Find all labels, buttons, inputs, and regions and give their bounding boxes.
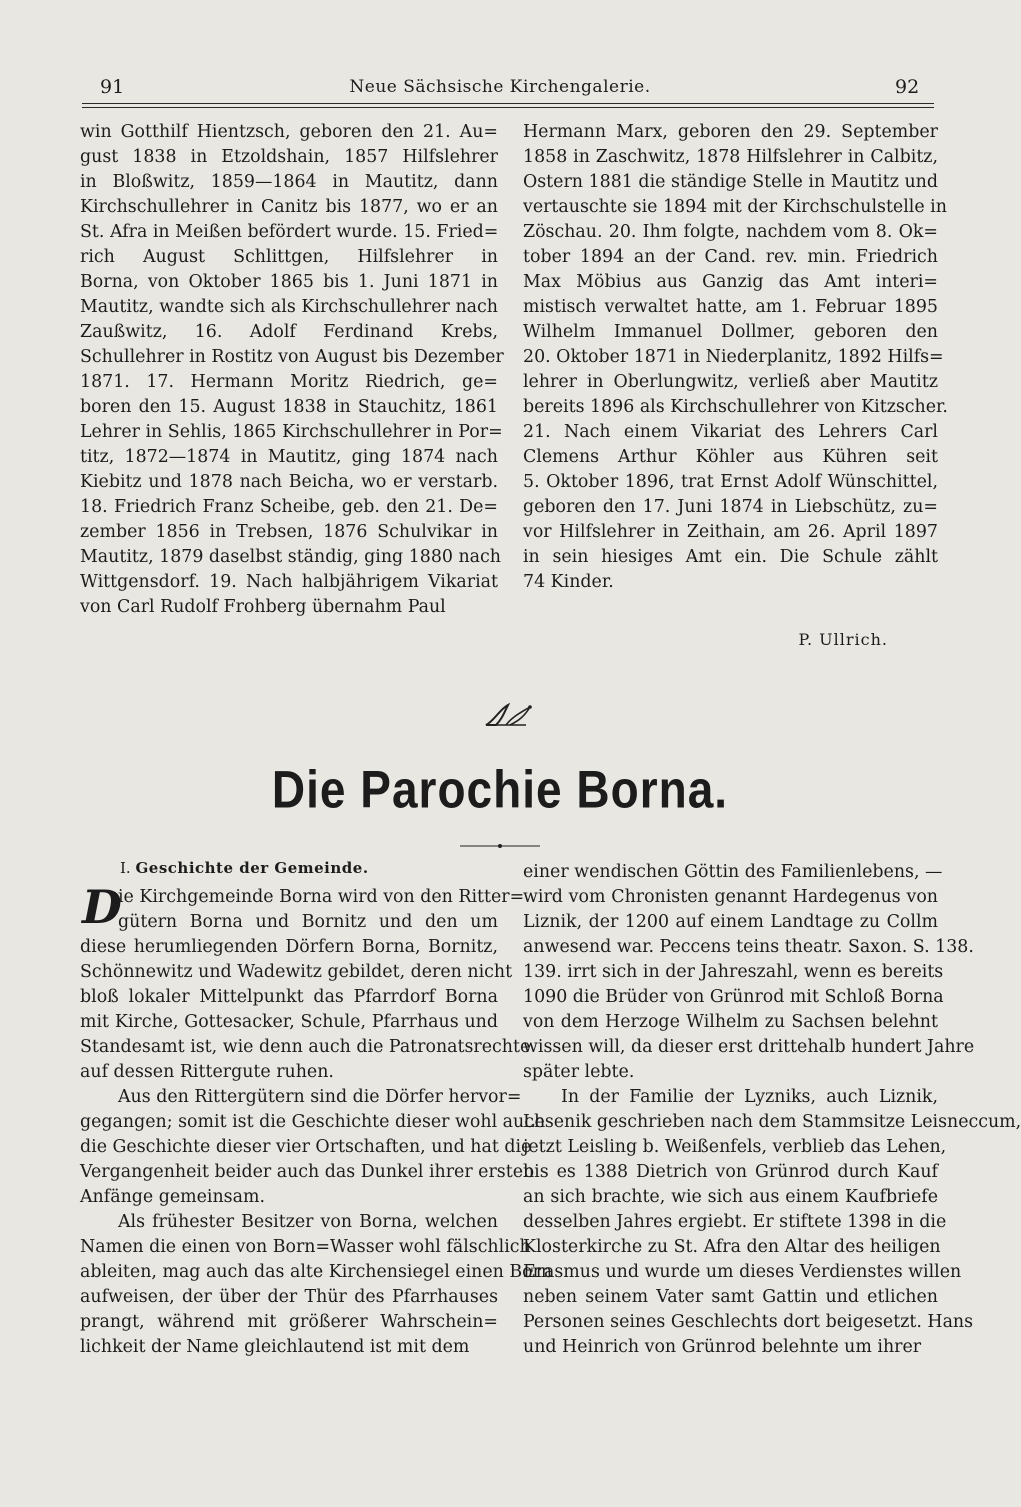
section-title: Geschichte der Gemeinde. — [135, 859, 369, 877]
text-line: mistisch verwaltet hatte, am 1. Februar 1895 — [523, 297, 938, 317]
text-line: Max Möbius aus Ganzig das Amt interi= — [523, 272, 938, 292]
text-line: Zöschau. 20. Ihm folgte, nachdem vom 8. Ok= — [523, 222, 938, 242]
text-line: gegangen; somit ist die Geschichte dieser wohl auch — [80, 1112, 546, 1132]
text-line: In der Familie der Lyzniks, auch Liznik, — [561, 1087, 938, 1107]
decorative-ornament — [480, 695, 536, 735]
column-right-top — [523, 120, 948, 595]
text-line: titz, 1872—1874 in Mautitz, ging 1874 nach — [80, 447, 498, 467]
text-line: an sich brachte, wie sich aus einem Kaufbriefe — [523, 1187, 938, 1207]
text-line: Hermann Marx, geboren den 29. September — [523, 122, 938, 142]
text-line: aufweisen, der über der Thür des Pfarrhauses — [80, 1287, 498, 1307]
drop-capital: D — [82, 880, 122, 934]
text-line: 5. Oktober 1896, trat Ernst Adolf Wünschittel, — [523, 472, 938, 492]
text-line: ie Kirchgemeinde Borna wird von den Ritter= — [118, 887, 525, 907]
text-line: rich August Schlittgen, Hilfslehrer in — [80, 247, 498, 267]
text-line: Vergangenheit beider auch das Dunkel ihrer ersten — [80, 1162, 535, 1182]
text-line: Wittgensdorf. 19. Nach halbjährigem Vikariat — [80, 572, 498, 592]
text-line: Als frühester Besitzer von Borna, welchen — [118, 1212, 498, 1232]
text-line: 74 Kinder. — [523, 572, 614, 592]
text-line: Erasmus und wurde um dieses Verdienstes willen — [523, 1262, 962, 1282]
text-line: lehrer in Oberlungwitz, verließ aber Mautitz — [523, 372, 938, 392]
text-line: und Heinrich von Grünrod belehnte um ihrer — [523, 1337, 922, 1357]
text-line: von dem Herzoge Wilhelm zu Sachsen belehnt — [523, 1012, 938, 1032]
text-line: bis es 1388 Dietrich von Grünrod durch Kauf — [523, 1162, 938, 1182]
text-line: die Geschichte dieser vier Ortschaften, und hat die — [80, 1137, 532, 1157]
text-line: desselben Jahres ergiebt. Er stiftete 1398 in die — [523, 1212, 947, 1232]
text-line: bloß lokaler Mittelpunkt das Pfarrdorf Borna — [80, 987, 498, 1007]
column-left-top — [80, 120, 504, 620]
text-line: tober 1894 an der Cand. rev. min. Friedrich — [523, 247, 938, 267]
text-line: 139. irrt sich in der Jahreszahl, wenn es bereits — [523, 962, 944, 982]
text-line: Klosterkirche zu St. Afra den Altar des heiligen — [523, 1237, 941, 1257]
text-line: Ostern 1881 die ständige Stelle in Mautitz und — [523, 172, 938, 192]
text-line: Lesenik geschrieben nach dem Stammsitze Leisneccum, — [523, 1112, 1021, 1132]
text-line: win Gotthilf Hientzsch, geboren den 21. Au= — [80, 122, 498, 142]
text-line: Clemens Arthur Köhler aus Kühren seit — [523, 447, 938, 467]
text-line: boren den 15. August 1838 in Stauchitz, 1861 — [80, 397, 498, 417]
text-line: in sein hiesiges Amt ein. Die Schule zählt — [523, 547, 938, 567]
text-line: diese herumliegenden Dörfern Borna, Bornitz, — [80, 937, 498, 957]
text-line: Schullehrer in Rostitz von August bis Dezember — [80, 347, 504, 367]
text-line: in Bloßwitz, 1859—1864 in Mautitz, dann — [80, 172, 498, 192]
section-heading — [120, 859, 420, 877]
header-rule-top — [82, 103, 934, 104]
text-line: gust 1838 in Etzoldshain, 1857 Hilfslehrer — [80, 147, 498, 167]
text-line: geboren den 17. Juni 1874 in Liebschütz, zu= — [523, 497, 938, 517]
text-line: Wilhelm Immanuel Dollmer, geboren den — [523, 322, 938, 342]
text-line: Zaußwitz, 16. Adolf Ferdinand Krebs, — [80, 322, 498, 342]
text-line: Mautitz, wandte sich als Kirchschullehrer nach — [80, 297, 498, 317]
column-left-bottom — [80, 880, 553, 1360]
text-line: mit Kirche, Gottesacker, Schule, Pfarrhaus und — [80, 1012, 498, 1032]
text-line: Personen seines Geschlechts dort beigesetzt. Hans — [523, 1312, 974, 1332]
text-line: bereits 1896 als Kirchschullehrer von Kitzscher. — [523, 397, 948, 417]
chapter-title: Die Parochie Borna. — [271, 759, 729, 819]
text-line: ableiten, mag auch das alte Kirchensiegel einen Born — [80, 1262, 553, 1282]
text-line: neben seinem Vater samt Gattin und etlichen — [523, 1287, 938, 1307]
text-line: 1871. 17. Hermann Moritz Riedrich, ge= — [80, 372, 498, 392]
text-line: auf dessen Rittergute ruhen. — [80, 1062, 334, 1082]
running-title: Neue Sächsische Kirchengalerie. — [349, 77, 651, 97]
text-line: vor Hilfslehrer in Zeithain, am 26. April 1897 — [523, 522, 938, 542]
text-line: Liznik, der 1200 auf einem Landtage zu Collm — [523, 912, 938, 932]
text-line: Kirchschullehrer in Canitz bis 1877, wo er an — [80, 197, 498, 217]
title-divider — [460, 842, 540, 850]
text-line: 21. Nach einem Vikariat des Lehrers Carl — [523, 422, 938, 442]
text-line: lichkeit der Name gleichlautend ist mit dem — [80, 1337, 470, 1357]
text-line: 20. Oktober 1871 in Niederplanitz, 1892 Hilfs= — [523, 347, 944, 367]
text-line: zember 1856 in Trebsen, 1876 Schulvikar in — [80, 522, 498, 542]
section-number: I. — [120, 859, 131, 877]
text-line: von Carl Rudolf Frohberg übernahm Paul — [80, 597, 446, 617]
text-line: 1858 in Zaschwitz, 1878 Hilfslehrer in Calbitz, — [523, 147, 938, 167]
text-line: Schönnewitz und Wadewitz gebildet, deren nicht — [80, 962, 513, 982]
text-line: 1090 die Brüder von Grünrod mit Schloß Borna — [523, 987, 944, 1007]
text-line: gütern Borna und Bornitz und den um — [118, 912, 498, 932]
page-number-right: 92 — [895, 76, 920, 98]
text-line: Borna, von Oktober 1865 bis 1. Juni 1871 in — [80, 272, 498, 292]
text-line: einer wendischen Göttin des Familienlebens, — — [523, 862, 943, 882]
text-line: Aus den Rittergütern sind die Dörfer hervor= — [118, 1087, 522, 1107]
text-line: Mautitz, 1879 daselbst ständig, ging 1880 nach — [80, 547, 501, 567]
text-line: jetzt Leisling b. Weißenfels, verblieb das Lehen, — [523, 1137, 947, 1157]
text-line: Anfänge gemeinsam. — [80, 1187, 265, 1207]
text-line: anwesend war. Peccens teins theatr. Saxon. S. 138. — [523, 937, 974, 957]
text-line: 18. Friedrich Franz Scheibe, geb. den 21. De= — [80, 497, 498, 517]
text-line: Lehrer in Sehlis, 1865 Kirchschullehrer in Por= — [80, 422, 503, 442]
text-line: Kiebitz und 1878 nach Beicha, wo er verstarb. — [80, 472, 498, 492]
column-right-bottom — [523, 860, 1021, 1360]
text-line: St. Afra in Meißen befördert wurde. 15. Fried= — [80, 222, 499, 242]
text-line: prangt, während mit größerer Wahrschein= — [80, 1312, 498, 1332]
text-line: vertauschte sie 1894 mit der Kirchschulstelle in — [523, 197, 947, 217]
text-line: später lebte. — [523, 1062, 635, 1082]
text-line: wird vom Chronisten genannt Hardegenus von — [523, 887, 938, 907]
page-number-left: 91 — [100, 76, 125, 98]
signature: P. Ullrich. — [798, 630, 888, 649]
text-line: Namen die einen von Born=Wasser wohl fälschlich — [80, 1237, 531, 1257]
text-line: wissen will, da dieser erst drittehalb hundert Jahre — [523, 1037, 975, 1057]
header-rule-bottom — [82, 107, 934, 108]
text-line: Standesamt ist, wie denn auch die Patronatsrechte — [80, 1037, 531, 1057]
